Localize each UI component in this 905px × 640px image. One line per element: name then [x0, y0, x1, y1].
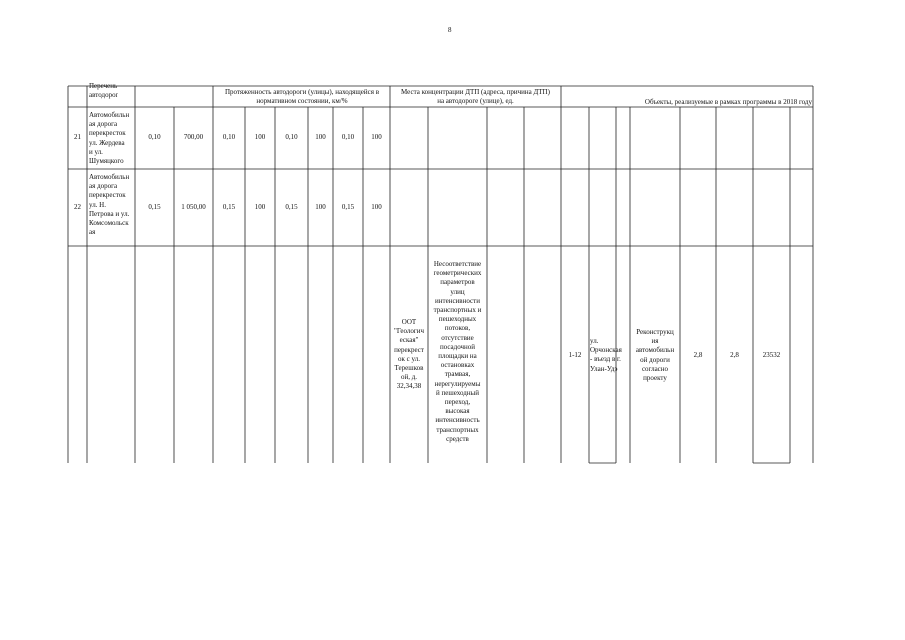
cell-pct-2: 100: [315, 203, 326, 211]
cell-km-3: 0,15: [341, 203, 355, 211]
object-value-1: 2,8: [693, 351, 703, 359]
row-number: 21: [74, 133, 81, 141]
cell-km-2: 0,15: [285, 203, 298, 211]
object-code: 1-12: [568, 351, 582, 359]
accident-place: ООТ "Геологич еская" перекрест ок с ул. Терешков ой, д. 32,34,38: [393, 318, 425, 391]
header-places-group: Места концентрации ДТП (адреса, причина ДТП) на автодороге (улице), ед.: [401, 88, 550, 105]
road-name: Автомобильн ая дорога перекресток ул. Жердева и ул. Шумяцкого: [89, 111, 130, 166]
object-work: Реконструкц ия автомобильн ой дороги согласно проекту: [635, 328, 675, 383]
cell-km-1: 0,10: [222, 133, 236, 141]
accident-cause: Несоответствие геометрических параметров улиц интенсивности транспортных и пешеходных потоков, отсутствие посадочной площадки на остановках трамвая, нерегулируемы й пешеходный переход, высокая интенсивность транспортных средств: [433, 260, 482, 443]
object-street: ул. Орчонская - въезд в г. Улан-Удэ: [590, 337, 622, 373]
cell-km-2: 0,10: [285, 133, 298, 141]
cell-pct-1: 100: [254, 133, 266, 141]
road-name: Автомобильн ая дорога перекресток ул. Н. Петрова и ул. Комсомольск ая: [89, 173, 130, 237]
cell-pct-2: 100: [315, 133, 326, 141]
cell-pct-1: 100: [254, 203, 266, 211]
header-objects-group: Объекты, реализуемые в рамках программы в 2018 году: [644, 98, 812, 106]
header-road-list: Перечень автодорог: [89, 82, 119, 99]
cell-length-km: 0,10: [148, 133, 161, 141]
cell-pct-3: 100: [371, 203, 382, 211]
cell-km-3: 0,10: [341, 133, 355, 141]
header-length-group: Протяженность автодороги (улицы), находящейся в нормативном состоянии, км/%: [224, 88, 380, 105]
object-value-2: 2,8: [730, 351, 739, 359]
page-number: 8: [448, 26, 452, 34]
cell-km-1: 0,15: [222, 203, 236, 211]
row-number: 22: [74, 203, 81, 211]
cell-sum: 1 050,00: [181, 203, 206, 211]
cell-length-km: 0,15: [148, 203, 161, 211]
object-value-3: 23532: [762, 351, 781, 359]
cell-pct-3: 100: [371, 133, 382, 141]
cell-sum: 700,00: [183, 133, 204, 141]
